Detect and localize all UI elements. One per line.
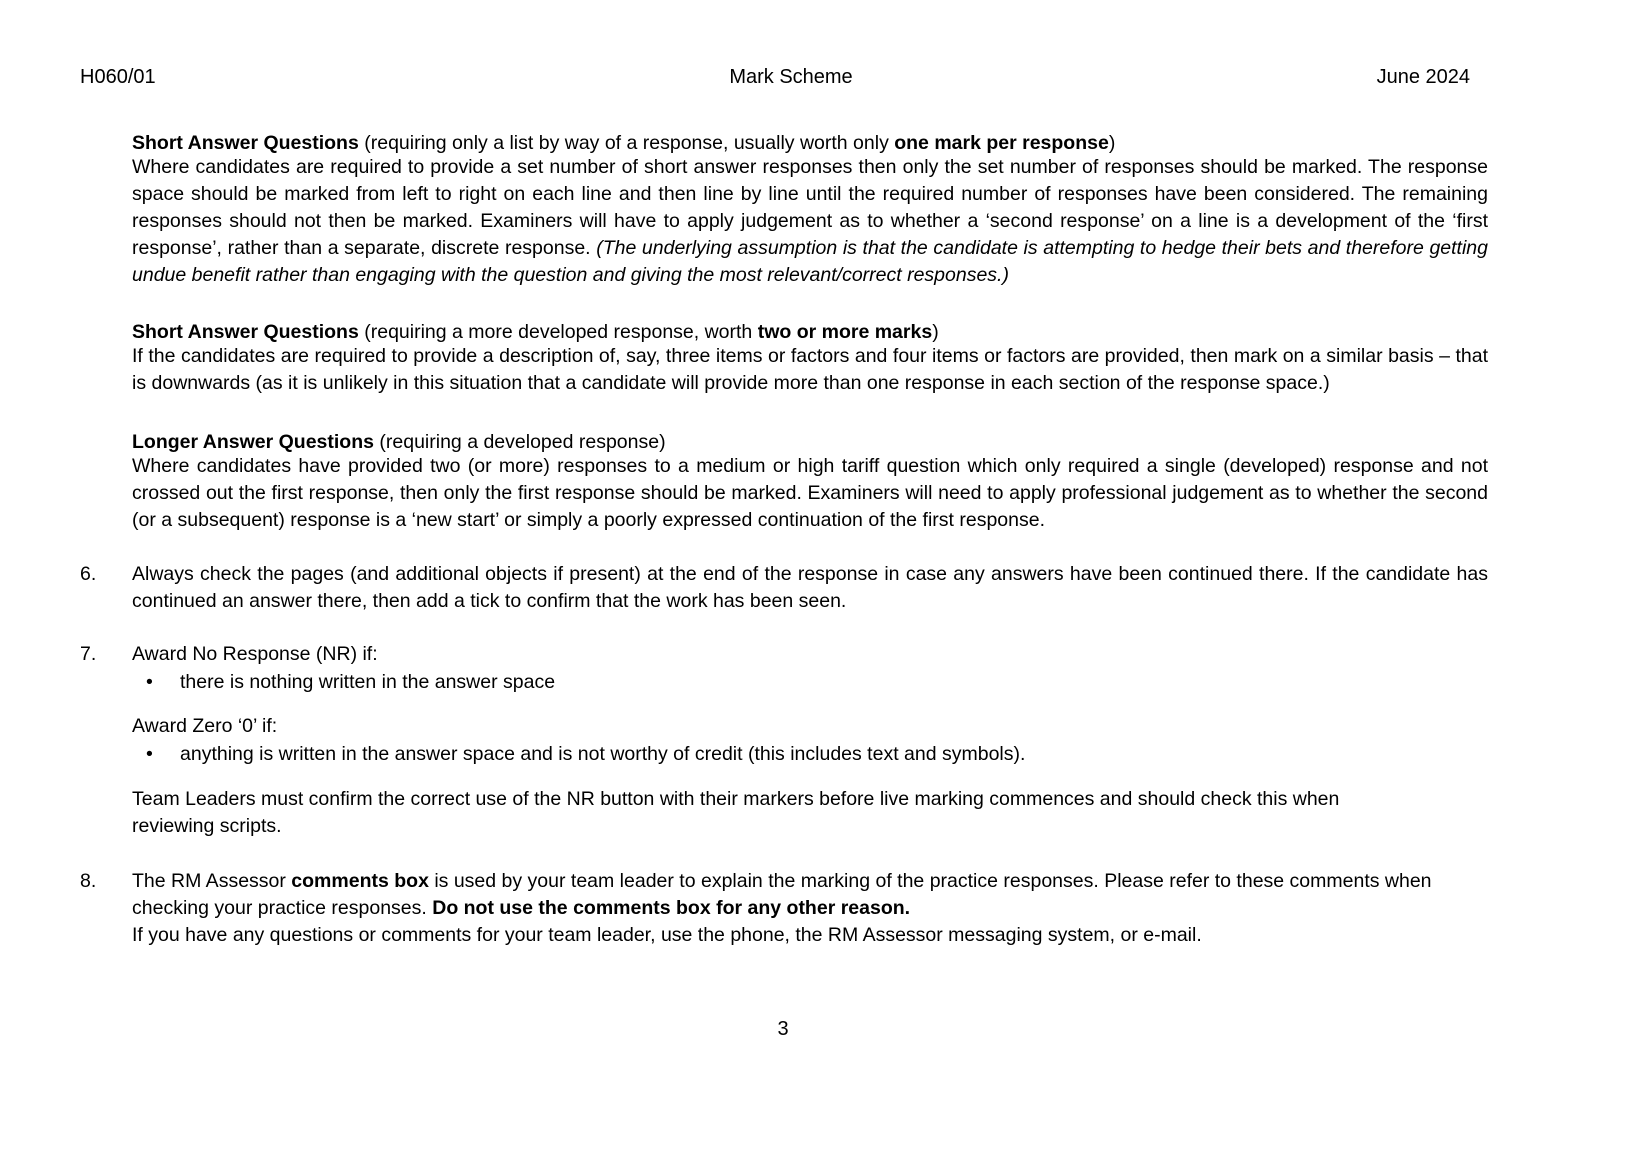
heading-note: (requiring a more developed response, worth xyxy=(358,321,758,343)
section-heading: Longer Answer Questions xyxy=(132,431,374,453)
section-body: Where candidates have provided two (or more) responses to a medium or high tariff question which only required a single (developed) response and not crossed out the first response, then only the first response should be marked. Examiners will need to apply professional judgement as to whether the second (or a subsequent) response is a ‘new start’ or simply a poorly expressed continuation of the first response. xyxy=(132,455,1488,531)
bullet: • xyxy=(146,671,153,693)
section-longer-answer xyxy=(132,429,1488,534)
item-8-mid: is used by your team leader to explain the marking of the practice responses. Please refer to these comments when checking your practice responses. xyxy=(132,870,1432,919)
section-body: If the candidates are required to provide a description of, say, three items or factors and four items or factors are provided, then mark on a similar basis – that is downwards (as it is unlikely in this situation that a candidate will provide more than one response in each section of the response space.) xyxy=(132,345,1488,394)
heading-note-end: ) xyxy=(1108,132,1116,154)
item-number: 8. xyxy=(80,870,97,892)
section-short-answer-developed xyxy=(132,319,1488,397)
item-8-text xyxy=(132,868,1452,949)
heading-note: (requiring a developed response) xyxy=(373,431,666,453)
item-8-bold-comments-box: comments box xyxy=(291,870,429,892)
document-date: June 2024 xyxy=(1376,66,1470,88)
section-short-answer-list xyxy=(132,130,1488,289)
item-8-bold-warning: Do not use the comments box for any other reason. xyxy=(432,897,911,919)
bullet: • xyxy=(146,743,153,765)
item-number: 7. xyxy=(80,643,97,665)
item-8-pre: The RM Assessor xyxy=(132,870,292,892)
item-7-zero-label: Award Zero ‘0’ if: xyxy=(132,715,278,737)
item-number: 6. xyxy=(80,563,97,585)
document-title: Mark Scheme xyxy=(729,66,853,88)
section-body-italic: (The underlying assumption is that the candidate is attempting to hedge their bets and therefore getting undue benefit rather than engaging with the question and giving the most relevant/correct responses.) xyxy=(132,237,1488,286)
page-number: 3 xyxy=(777,1018,789,1040)
item-7-team-leaders: Team Leaders must confirm the correct use of the NR button with their markers before live marking commences and should check this when reviewing scripts. xyxy=(132,788,1340,837)
document-code: H060/01 xyxy=(80,66,156,88)
heading-note: (requiring only a list by way of a response, usually worth only xyxy=(358,132,895,154)
section-heading: Short Answer Questions xyxy=(132,321,359,343)
section-heading: Short Answer Questions xyxy=(132,132,359,154)
section-body: Where candidates are required to provide a set number of short answer responses then only the set number of responses should be marked. The response space should be marked from left to right on each line and then line by line until the required number of responses have been considered. The remaining responses should not then be marked. Examiners will have to apply judgement as to whether a ‘second response’ on a line is a development of the ‘first response’, rather than a separate, discrete response. xyxy=(132,156,1488,259)
item-7-nr-label: Award No Response (NR) if: xyxy=(132,643,378,665)
heading-note-bold: one mark per response xyxy=(894,132,1109,154)
item-7-nr-bullet: there is nothing written in the answer space xyxy=(180,671,556,693)
item-8-line3: If you have any questions or comments for your team leader, use the phone, the RM Assessor messaging system, or e-mail. xyxy=(132,924,1202,946)
heading-note-end: ) xyxy=(932,321,939,343)
heading-note-bold: two or more marks xyxy=(757,321,933,343)
item-7-zero-bullet: anything is written in the answer space and is not worthy of credit (this includes text and symbols). xyxy=(180,743,1026,765)
item-6-text: Always check the pages (and additional objects if present) at the end of the response in case any answers have been continued there. If the candidate has continued an answer there, then add a tick to confirm that the work has been seen. xyxy=(132,563,1488,612)
